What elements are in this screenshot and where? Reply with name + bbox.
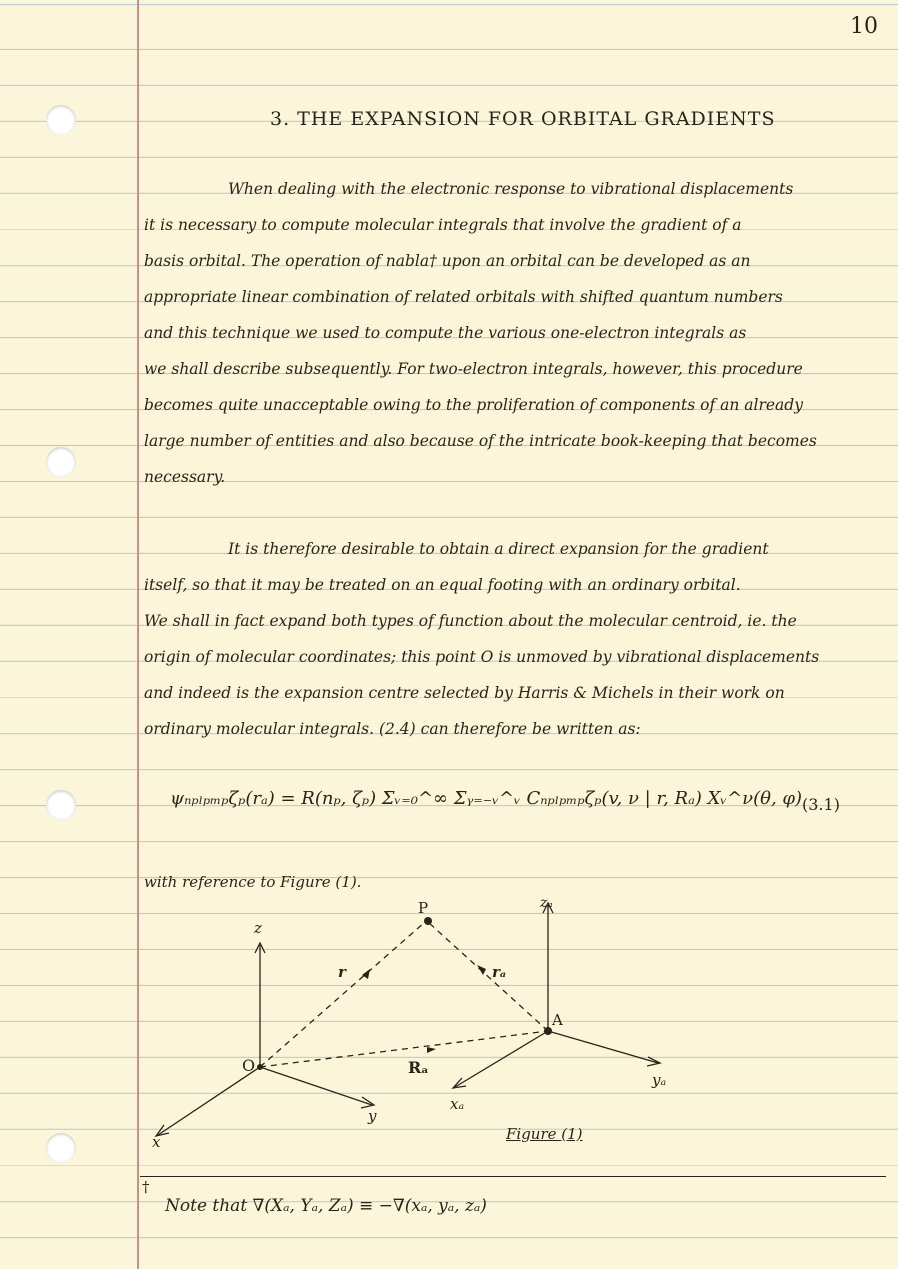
paragraph-line: itself, so that it may be treated on an equal footing with an ordinary orbital. bbox=[144, 576, 741, 594]
vector-arrowhead bbox=[362, 969, 370, 979]
O-label: O bbox=[242, 1056, 256, 1075]
paragraph-line: necessary. bbox=[144, 468, 226, 486]
punch-hole bbox=[46, 1133, 76, 1163]
coordinate-figure bbox=[140, 895, 880, 1155]
arrowhead bbox=[453, 1078, 466, 1088]
za-label: zₐ bbox=[540, 895, 553, 911]
footnote-dagger: † bbox=[142, 1178, 150, 1196]
x-label: x bbox=[152, 1133, 161, 1151]
paragraph-line: basis orbital. The operation of nabla† upon an orbital can be developed as an bbox=[144, 252, 751, 270]
section-title: 3. THE EXPANSION FOR ORBITAL GRADIENTS bbox=[270, 108, 776, 130]
footnote-text: Note that ∇(Xₐ, Yₐ, Zₐ) ≡ −∇(xₐ, yₐ, zₐ) bbox=[165, 1196, 487, 1216]
equation: ψₙₚₗₚₘₚζₚ(rₐ) = R(nₚ, ζₚ) Σᵥ₌₀^∞ Σᵧ₌₋ᵥ^ᵥ Cₙₚₗₚₘₚζₚ(v, ν | r, Rₐ) Xᵥ^ν(θ, φ) bbox=[170, 788, 803, 809]
paragraph-line: and this technique we used to compute the various one-electron integrals as bbox=[144, 324, 747, 342]
paragraph-line: and indeed is the expansion centre selected by Harris & Michels in their work on bbox=[144, 684, 785, 702]
paragraph-line: It is therefore desirable to obtain a direct expansion for the gradient bbox=[228, 540, 769, 558]
z-label: z bbox=[254, 919, 262, 937]
ra-vector bbox=[428, 922, 548, 1031]
xa-label: xₐ bbox=[450, 1095, 465, 1113]
y-axis bbox=[260, 1067, 372, 1105]
paragraph-line: We shall in fact expand both types of function about the molecular centroid, ie. the bbox=[144, 612, 797, 630]
RA-label: Rₐ bbox=[408, 1058, 429, 1077]
xa-axis bbox=[455, 1031, 548, 1087]
r-vector bbox=[260, 922, 425, 1067]
figure-caption: Figure (1) bbox=[506, 1125, 583, 1143]
paragraph-line: large number of entities and also because of the intricate book-keeping that becomes bbox=[144, 432, 817, 450]
vector-arrowhead bbox=[427, 1047, 436, 1053]
paragraph-line: origin of molecular coordinates; this point O is unmoved by vibrational displacements bbox=[144, 648, 820, 666]
page-number: 10 bbox=[850, 14, 878, 39]
punch-hole bbox=[46, 790, 76, 820]
A-label: A bbox=[552, 1011, 563, 1029]
equation-number: (3.1) bbox=[802, 795, 840, 814]
paragraph-line: becomes quite unacceptable owing to the proliferation of components of an already bbox=[144, 396, 803, 414]
point-P bbox=[424, 917, 432, 925]
origin-point bbox=[257, 1064, 263, 1070]
paragraph-line: When dealing with the electronic response to vibrational displacements bbox=[228, 180, 794, 198]
footnote-divider bbox=[140, 1176, 886, 1177]
x-axis bbox=[158, 1067, 260, 1135]
ya-axis bbox=[548, 1031, 658, 1063]
punch-hole bbox=[46, 105, 76, 135]
paragraph-line: it is necessary to compute molecular integrals that involve the gradient of a bbox=[144, 216, 742, 234]
ra-label: rₐ bbox=[492, 963, 507, 981]
r-label: r bbox=[338, 963, 346, 981]
ya-label: yₐ bbox=[652, 1071, 667, 1089]
point-A bbox=[544, 1027, 552, 1035]
margin-line bbox=[137, 0, 139, 1269]
P-label: P bbox=[418, 899, 429, 917]
RA-vector bbox=[260, 1031, 548, 1067]
paragraph-line: ordinary molecular integrals. (2.4) can therefore be written as: bbox=[144, 720, 641, 738]
figure-reference-text: with reference to Figure (1). bbox=[144, 873, 362, 891]
punch-hole bbox=[46, 447, 76, 477]
paragraph-line: appropriate linear combination of related orbitals with shifted quantum numbers bbox=[144, 288, 783, 306]
y-label: y bbox=[368, 1107, 377, 1125]
paragraph-line: we shall describe subsequently. For two-electron integrals, however, this procedure bbox=[144, 360, 803, 378]
vector-arrowhead bbox=[477, 965, 486, 975]
